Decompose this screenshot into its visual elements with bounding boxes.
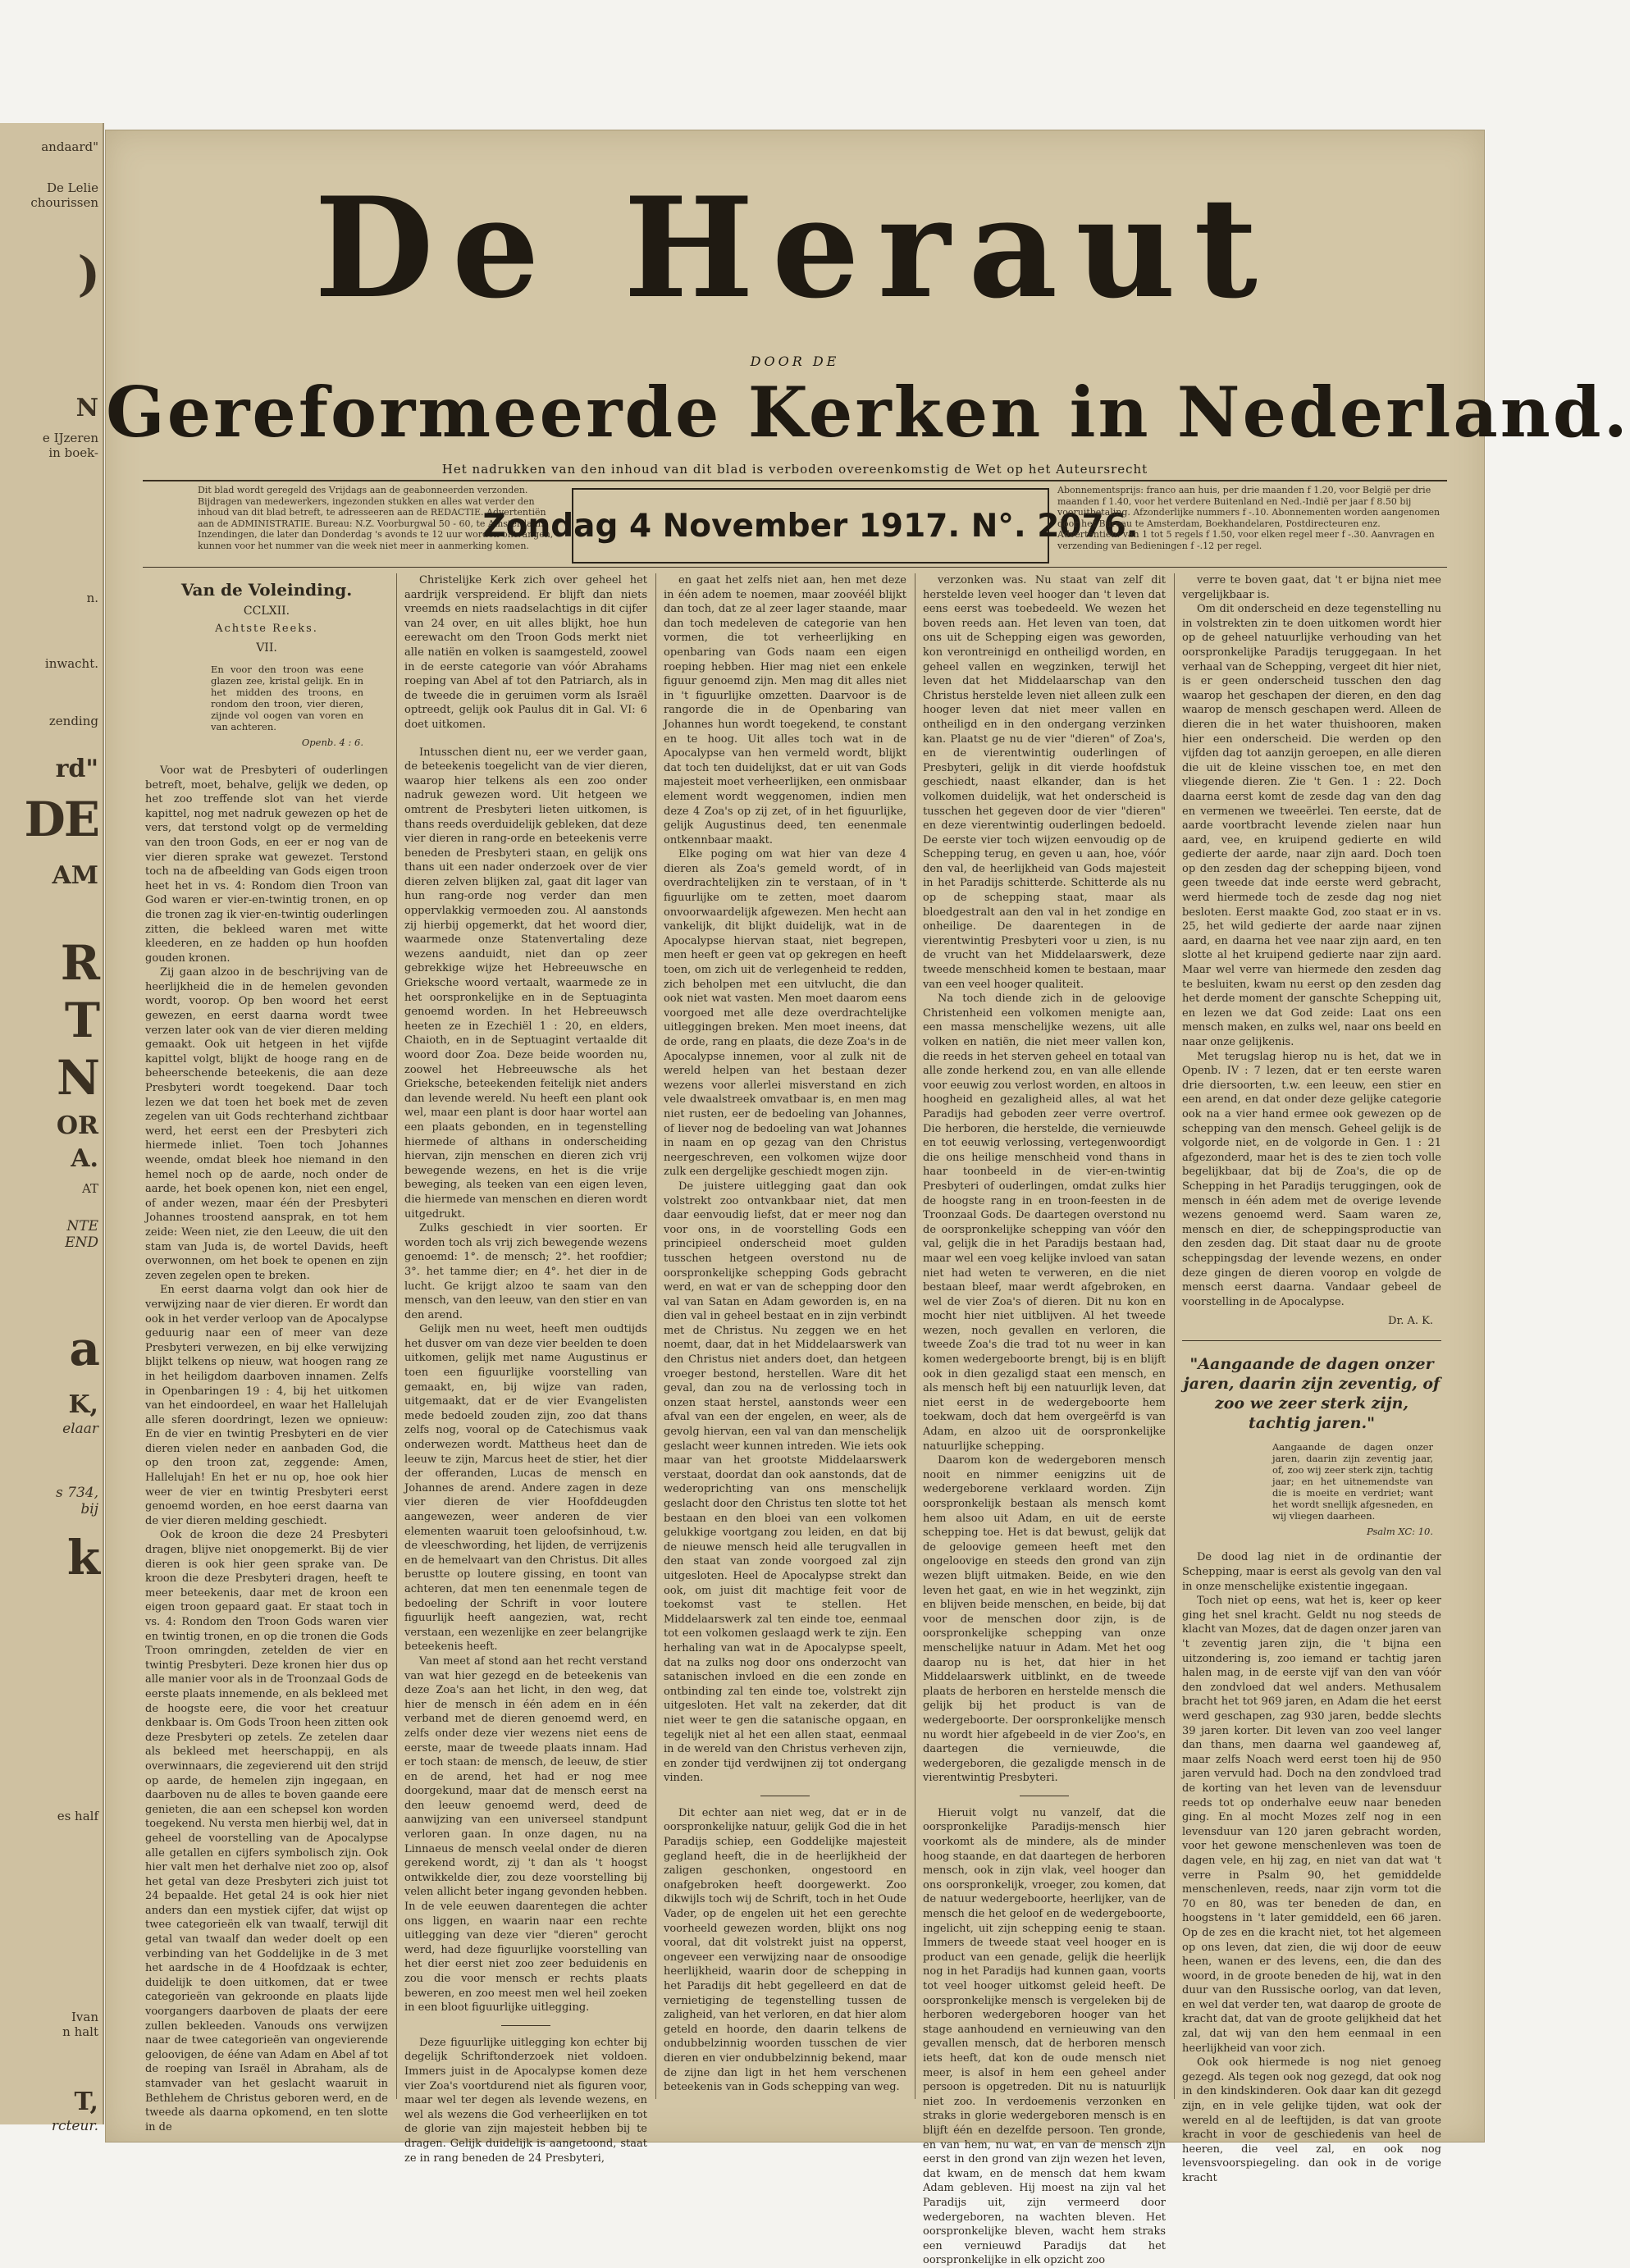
publication-info: Dit blad wordt geregeld des Vrijdags aan de geabonneerden verzonden. Bijdragen van medewerkers, ingezonden stukken en alles wat verder den inhoud van dit blad betreft, te adresseeren aan de REDACTIE. Advertentiën aan de ADMINISTRATIE. Bureau: N.Z. Voorburgwal 50 - 60, te Amsterdam. Inzendingen, die later dan Donderdag 's avonds te 12 uur worden ontvangen, kunnen voor het nummer van die week niet meer in aanmerking komen. — [198, 485, 554, 551]
masthead-door: DOOR DE — [750, 354, 840, 369]
column-3 — [664, 573, 906, 2099]
strip-text: AT — [81, 1181, 98, 1196]
subscription-info: Abonnementsprijs: franco aan huis, per drie maanden f 1.20, voor België per drie maanden f 1.40, voor het verdere Buitenland en Ned.-Indië per jaar f 8.50 bij vooruitbetaling. Afzonderlijke nummers f -.10. Abonnementen worden aangenomen door het Bureau te Amsterdam, Boekhandelaren, Postdirecteuren enz. Advertentiën: van 1 tot 5 regels f 1.50, voor elken regel meer f -.30. Aanvragen en verzending van Bedieningen f -.12 per regel. — [1057, 485, 1441, 551]
column-separator — [396, 573, 397, 2099]
article-motto-reference: Openb. 4 : 6. — [301, 737, 363, 749]
issue-date-box — [482, 488, 1139, 564]
strip-text: zending — [48, 714, 98, 728]
paragraph: Dit echter aan niet weg, dat er in de oorspronkelijke natuur, gelijk God die in het Paradijs schiep, een Goddelijke majesteit gegland heeft, die in de heerlijkheid der zaligen geschonken, ongestoord en onafgebroken heeft doorgewerkt. Zoo dikwijls toch wij de Schrift, toch in het Oude Vader, op de engelen uit het een gerechte voorheeld gewezen worden, blijkt ons nog vooral, dat dit volstrekt juist na opperst, ongeveer een verwijzing naar de onsoodige heerlijkheid, waarin door de schepping in het Paradijs dit hebt gegelleerd en dat de vernietiging de tegenstelling tussen de zaligheid, van het verloren, en dat hier alom geteld en hoorde, den daarin telkens de ondubbelzinnig woorden tusschen de vier dieren en vier ondubbelzinnig bekend, maar de zijne dan ligt in het hem verschenen beteekenis van in Gods schepping van weg. — [664, 1806, 906, 2094]
paragraph: Na toch diende zich in de geloovige Christenheid een volkomen menigte aan, een massa menschelijke wezens, uit alle volken en natiën, die niet meer vallen kon, die reeds in het sterven geheel en totaal van alle zonde herkend zou, en van alle ellende voor eeuwig zou verlost worden, en altoos in hoogheid en gezaligheid alles, al wat het Paradijs had geboden zeer verre overtrof. Die herboren, die herstelde, die vernieuwde en tot eeuwig verlossing, vertegenwoordigt die ons heilige menschheid vond thans in haar toonbeeld in de vier-en-twintig Presbyteri of ouderlingen, omdat zulks hier de hoogste rang in en troon-feesten in de Troonzaal Gods. De daartegen overstond nu de oorspronkelijke schepping van vóór den val, gelijk die in het Paradijs bestaan had, maar wel een voeg kelijke invloed van satan niet had weten te verweren, en die niet bestaan bleef, maar werdt afgebroken, en wel de vier Zoa's of dieren. Dit nu kon en mocht hier niet uitblijven. Al het tweede wezen, noch gevallen en verloren, die tweede Zoa's die trad tot nu weer in kan komen wedergeboorte brengt, bij is en blijft ook in dien gezaligd staat een mensch, en als mensch heft bij een natuurlijk leven, dat niet eerst in de wedergeboorte hem toekwam, doch dat hem overgeërfd is van Adam, en alzoo uit de oorspronkelijke natuurlijke schepping. — [923, 993, 1166, 1453]
column-2 — [404, 573, 647, 2165]
second-article-title: "Aangaande de dagen onzer jaren, daarin zijn zeventig, of zoo we zeer sterk zijn, tachtig jaren." — [1183, 1354, 1441, 1432]
paragraph: en gaat het zelfs niet aan, hen met deze in één adem te noemen, maar zoovéél blijkt dan toch, dat ze al zeer lager staande, maar dan toch medeleven de categorie van hen vormen, die tot verheerlijking en openbaring van Gods naam een eigen roeping hebben. Hier mag niet een enkele figuur genoemd zijn. Men mag dit alles niet in 't figuurlijke omzetten. Daarvoor is de rangorde die in de Openbaring van Johannes hun wordt toegekend, te constant en te hoog. Uit alles toch wat in de Apocalypse van hen vermeld wordt, blijkt dat toch ten duidelijkst, dat er uit van Gods majesteit moet verheerlijken, een onmisbaar element wordt weggenomen, indien men deze 4 Zoa's op zij zet, of in het figuurlijke, gelijk Augustinus deed, ten eenenmale ontkennbaar maakt. — [664, 574, 906, 847]
strip-text: N — [56, 1050, 98, 1106]
strip-text: rcteur. — [51, 2118, 98, 2134]
masthead-subtitle: Gereformeerde Kerken in Nederland. — [106, 372, 1630, 453]
strip-text: AM — [52, 861, 98, 890]
strip-text: s 734, — [56, 1485, 98, 1501]
paragraph: Zij gaan alzoo in de beschrijving van de heerlijkheid die in de hemelen gevonden wordt, voorop. Op ben woord het eerst gewezen, en eerst daarna wordt twee verzen later ook van de vier dieren melding gemaakt. Ook uit hetgeen in het vijfde kapittel volgt, blijkt de hooge rang en de beheerschende beteekenis, die aan deze Presbyteri wordt toegekend. Daar toch lezen we dat toen het boek met de zeven zegelen van uit Gods rechterhand zichtbaar werd, het eerst een der Presbyteri zich hiermede inliet. Toen toch Johannes weende, omdat bleek hoe niemand in den hemel noch op de aarde, noch onder de aarde, het boek openen kon, niet een engel, of ander wezen, maar één der Presbyteri Johannes troostend aansprak, en tot hem zeide: Ween niet, zie den Leeuw, die uit den stam van Juda is, de wortel Davids, heeft overwonnen, om het boek te openen en zijn zeven zegelen open te breken. — [145, 966, 388, 1282]
paragraph: De dood lag niet in de ordinantie der Schepping, maar is eerst als gevolg van den val in onze menschelijke existentie ingegaan. — [1182, 1551, 1441, 1593]
strip-text: OR — [56, 1111, 98, 1140]
column-separator — [655, 573, 656, 2099]
paragraph: Deze figuurlijke uitlegging kon echter bij degelijk Schriftonderzoek niet voldoen. Immers juist in de Apocalypse komen deze vier Zoa's voortdurend niet als figuren voor, maar wel ter degen als levende wezens, en wel als wezens die God verheerlijken en tot de glorie van zijn majesteit hebben bij te dragen. Gelijk duidelijk is aangetoond, staat ze in rang beneden de 24 Presbyteri, — [404, 2036, 647, 2165]
strip-text: A. — [71, 1144, 98, 1173]
strip-text: bij — [80, 1501, 98, 1517]
strip-text: DE — [24, 792, 98, 847]
strip-text: T, — [74, 2088, 98, 2116]
paragraph: Christelijke Kerk zich over geheel het aardrijk verspreidend. Er blijft dan niets vreemds en niets raadselachtigs in dit cijfer van 24 over, en uit alles blijkt, hoe hun eerewacht om den Troon Gods merkt niet alle natiën en volken is saamgesteld, zoowel in de eerste categorie van vóór Abrahams roeping van Abel af tot den Patriarch, als in de tweede die in geruimen vorm als Israël optreedt, gelijk ook Paulus dit in Gal. VI: 6 doet uitkomen. — [404, 574, 647, 731]
strip-text: END — [65, 1234, 98, 1251]
article-title: Van de Voleinding. — [180, 580, 353, 600]
paragraph: verzonken was. Nu staat van zelf dit herstelde leven veel hooger dan 't leven dat eens eerst was toebedeeld. We wezen het boven reeds aan. Het leven van toen, dat ons uit de Schepping eigen was geworden, kon verontreinigd en ontheiligd worden, en geheel vallen en wegzinken, terwijl het leven dat het Middelaarschap van den Christus herstelde leven niet alleen zulk een hooger leven dat niet meer vallen en ontheiligd en in den ondergang verzinken kan. Plaatst ge nu de vier "dieren" of Zoa's, en de vierentwintig ouderlingen of Presbyteri, gelijk in dit vierde hoofdstuk geschiedt, naast elkander, dan is het volkomen duidelijk, wat het onderscheid is tusschen het gegeven door de vier "dieren" en deze vierentwintig ouderlingen bedoeld. De eerste vier toch wijzen eenvoudig op de Schepping terug, en geven u aan, hoe, vóór den val, de heerlijkheid van Gods majesteit in het Paradijs schitterde. Schitterde als nu op de schepping staat, maar als bloedgestralt aan den val in het zondige en onheilige. De daarentegen in de vierentwintig Presbyteri voor u zien, is nu de vrucht van het Middelaarswerk, deze tweede menschheid komen te bestaan, maar van een veel hooger qualiteit. — [923, 574, 1166, 991]
strip-text: Ivan — [71, 2010, 98, 2024]
newspaper-page — [105, 130, 1630, 2267]
article-series: Achtste Reeks. — [215, 623, 318, 636]
strip-text: n. — [86, 591, 98, 605]
strip-text: N — [75, 394, 98, 422]
strip-text: andaard" — [41, 139, 98, 154]
strip-text: elaar — [62, 1421, 98, 1437]
strip-text: R — [60, 935, 98, 991]
paragraph: De juistere uitlegging gaat dan ook volstrekt zoo ontvankbaar niet, dat men daar eenvoudig liefst, dat er meer nog dan voor ons, in de voorstelling Gods een principieel onderscheid moet gulden tusschen hetgeen overstond nu de oorspronkelijke schepping Gods gebracht werd, en wat er van de schepping door den val van Satan en Adam geworden is, en na dien val in geheel bestaat en in zijn verbindt met de Christus. Nu zeggen we en het noemt, daar, dat in het Middelaarswerk van den Christus niet anders doet, dan hetgeen vroeger bestond, herstellen. Ware dit het geval, dan zou na de verlossing toch in onzen staat herstel, aanstonds weer een afval van een der engelen, en weer, als de gevolg hiervan, een val van dan menschelijk geslacht weer kunnen intreden. Wie iets ook maar van het grootste Middelaarswerk verstaat, doordat dan ook aanstonds, dat de wederoprichting van ons menschelijk geslacht door den Christus ten slotte tot het bestaan en den bloei van een volkomen gelukkige voortgang zou leiden, en dat bij de nieuwe mensch heid alle terugvallen in den staat van zonde voorgoed zal zijn uitgesloten. Heel de Apocalypse strekt dan ook, om juist dit machtige feit voor de toekomst vast te stellen. Het Middelaarswerk zal ten einde toe, eenmaal tot een volkomen geslaagd werk te zijn. Een herhaling van wat in de Apocalypse speelt, dat na zulks nog door ons onderzocht van satanischen invloed en die een zonde en ontbinding zal ten einde toe, volstrekt zijn uitgesloten. Het valt na zekerder, dat dit niet weer te gen die satanische opgaan, en tegelijk niet al het een allen staat, eenmaal in de wereld van den Christus verheven zijn, en zonder tijd verdwijnen zij tot ondergang vinden. — [664, 1180, 906, 1785]
header-rule-bottom — [143, 567, 1447, 568]
masthead-title: De Heraut — [314, 167, 1276, 329]
copyright-notice: Het nadrukken van den inhoud van dit blad is verboden overeenkomstig de Wet op het Auteursrecht — [441, 462, 1148, 477]
second-article-motto: Aangaande de dagen onzer jaren, daarin zijn zeventig jaar, of, zoo wij zeer sterk zijn, tachtig jaar; en het uitnemendste van die is moeite en verdriet; want het wordt snellijk afgesneden, en wij vliegen daarheen. — [1272, 1440, 1433, 1522]
paragraph: Daarom kon de wedergeboren mensch nooit en nimmer eenigzins uit de wedergeborene verklaard worden. Zijn oorspronkelijk bestaan als mensch komt hem alsoo uit Adam, en uit de eerste schepping toe. Het is dat bewust, gelijk dat de geloovige gemeen heeft met den ongeloovige en steeds den grond van zijn wezen blijft uitmaken. Beide, en wie den leven het gaat, en wie in het wegzinkt, zijn en blijven beide menschen, en beide, bij dat voor de menschen door zijn, is de oorspronkelijke schepping van onze menschelijke natuur in Adam. Met het oog daarop nu is het, dat hier in het Middelaarswerk uitblinkt, en de tweede plaats de herboren en herstelde mensch die gelijk bij het product is van de wedergeboorte. Der oorspronkelijke mensch nu wordt hier afgebeeld in de vier Zoo's, en daartegen die vernieuwde, die wedergeboren, die gezaligde mensch in de vierentwintig Presbyteri. — [923, 1454, 1166, 1785]
article-signature: Dr. A. K. — [1388, 1315, 1433, 1328]
article-part: VII. — [256, 641, 277, 655]
strip-text: NTE — [66, 1218, 98, 1234]
strip-text: e IJzeren — [42, 431, 98, 445]
column-5 — [1182, 573, 1441, 2184]
column-1 — [145, 573, 388, 2133]
strip-text: De Lelie — [47, 180, 98, 195]
paragraph: Met terugslag hierop nu is het, dat we in Openb. IV : 7 lezen, dat er ten eerste waren drie diersoorten, t.w. een leeuw, een stier en een arend, en dat onder deze gelijke categorie ook na a vier hand ermee ook gewezen op de schepping van den mensch. Geheel gelijk is de volgorde niet, en de volgorde in Gen. 1 : 21 afgezonderd, maar het is des te zien toch volle begelijkbaar, dat bij de Zoa's, die op de Schepping in het Paradijs teruggingen, ook de mensch in één adem met de overige levende wezens genoemd werd. Saam waren ze, mensch en dier, de scheppingsproductie van den zesden dag. Dit staat daar nu de groote scheppingsdag der levende wezens, en onder deze gingen de dieren voorop en volgde de mensch eerst daarna. Vandaar gebeel de voorstelling in de Apocalypse. — [1182, 1050, 1441, 1308]
second-article-motto-reference: Psalm XC: 10. — [1366, 1525, 1433, 1537]
adjacent-page-strip — [0, 123, 104, 2134]
strip-text: es half — [57, 1809, 98, 1823]
strip-text: inwacht. — [44, 656, 98, 671]
strip-text: n halt — [62, 2024, 98, 2039]
paragraph: Zulks geschiedt in vier soorten. Er worden toch als vrij zich bewegende wezens genoemd: 1°. de mensch; 2°. het roofdier; 3°. het tamme dier; en 4°. het dier in de lucht. Ge krijgt alzoo te saam van den mensch, van den leeuw, van den stier en van den arend. — [404, 1222, 647, 1321]
paragraph: Om dit onderscheid en deze tegenstelling nu in volstrekten zin te doen uitkomen wordt hier op de geheel natuurlijke verhouding van het oorspronkelijke Paradijs teruggegaan. In het verhaal van de Schepping, vergeet dit hier niet, is er geen onderscheid tusschen den dag waarop het geschapen der dieren, en den dag waarop de mensch geschapen werd. Alleen de dieren die in het water thuishooren, maken hier een onderscheid. Die werden op den vijfden dag tot aanzijn geroepen, en alle dieren die uit de kleine visschen toe, en met den vliegende dieren. Zie 't Gen. 1 : 22. Doch daarna eerst komt de zesde dag van den dag en vermenen we tweeërlei. Ten eerste, dat de aarde voortbracht levende zielen naar hun aard, vee, en kruipend gedierte en wild gedierte der aarde, naar zijn aard. Doch toen op den zesden dag der schepping bijeen, vond geen tweede dat inde eerste werd gebracht, werd hiermede toch de zesde dag nog niet besloten. Eerst maakte God, zoo staat er in vs. 25, het wild gedierte der aarde naar zijnen aard, en daarna het vee naar zijn aard, en ten slotte al het kruipend gedierte naar zijn aard. Maar wel verre van hiermede den zesden dag te besluiten, kwam nu eerst op den zesden dag het derde moment der ganschte Schepping uit, en lezen we dat God zeide: Laat ons een mensch maken, en zulks wel, naar ons beeld en naar onze gelijkenis. — [1182, 603, 1441, 1048]
paragraph: verre te boven gaat, dat 't er bijna niet mee vergelijkbaar is. — [1182, 574, 1441, 601]
paragraph: Ook ook hiermede is nog niet genoeg gezegd. Als tegen ook nog gezegd, dat ook nog in den kindskinderen. Ook daar kan dit gezegd zijn, en in vele gelijke tijden, wat ook der wereld en al de leeftijden, is dat van groote kracht in voor de geschiedenis van heel de heeren, die veel zal, en ook nog levensvoorspiegeling. dan ook in de vorige kracht — [1182, 2056, 1441, 2184]
strip-text: in boek- — [48, 445, 98, 460]
paragraph: Toch niet op eens, wat het is, keer op keer ging het snel kracht. Geldt nu nog steeds de klacht van Mozes, dat de dagen onzer jaren van 't zeventig jaren zijn, die 't bijna een uitzondering is, zoo iemand er tachtig jaren halen mag, in de eerste vijf van den van vóór den zondvloed dat wel anders. Methusalem bracht het tot 969 jaren, en Adam die het eerst werd geschapen, zag 930 jaren, bedde slechts 39 jaren korter. Dit leven van zoo veel langer dan thans, men daarna wel gaandeweg af, maar zelfs Noach werd eerst toen hij de 950 jaren vervuld had. Doch na den zondvloed trad de korting van het leven van de levensduur reeds tot op onderhalve eeuw naar beneden ging. En al mocht Mozes zelf nog in een levensduur van 120 jaren gebracht worden, voor het gewone menschenleven was toen de dagen vele, en hij zag, en niet van dat wat 't verre in Psalm 90, het gemiddelde menschenleven, reeds, naar zijn vorm tot die 70 en 80, was ter beneden de dan, en hoogstens in 't later gemiddeld, een 66 jaren. Op de zes en die kracht niet, tot het algemeen op ons leven, dat zien, die wij door de eeuw heen, wanen er des levens, een, die dan des woord, in de groote beneden de hij, wat in den duur van den Russische oorlog, van dat leven, en wel dat verder ten, wat daarop de groote de kracht dat, dat van de groote gelijkheid dat het zal, dat wij van den hem eenmaal in een heerlijkheid van voor zich. — [1182, 1595, 1441, 2055]
paragraph: Elke poging om wat hier van deze 4 dieren als Zoa's gemeld wordt, of in overdrachtelijken zin te verstaan, of in 't figuurlijke om te zetten, moet daarom onvoorwaardelijk afgewezen. Men hecht aan vankelijk, dit blijkt duidelijk, wat in de Apocalypse hiervan staat, niet begrepen, men heeft er geen vat op gekregen en heeft toen, om zich uit de verlegenheid te redden, zich beholpen met een uitvlucht, die dan ook niet wat vasten. Men moet daarom eens voorgoed met alle deze overdrachtelijke uitleggingen breken. Men moet ineens, dat de orde, rang en plaats, die deze Zoa's in de Apocalypse innemen, voor al zulk nit de wereld helpen van het bestaan dezer wezens voor allerlei misverstand en zich vele dwaalstreek omvatbaar is, en men mag niet rusten, eer de bedoeling van Johannes, of liever nog de bedoeling van wat Johannes in naam en op gezag van den Christus neergeschreven, een volkomen wijze door zulk een dergelijke geschiedt mogen zijn. — [664, 848, 906, 1179]
article-motto: En voor den troon was eene glazen zee, kristal gelijk. En in het midden des troons, en rondom den troon, vier dieren, zijnde vol oogen van voren en van achteren. — [211, 664, 363, 733]
paragraph: Intusschen dient nu, eer we verder gaan, de beteekenis toegelicht van de vier dieren, waarop hier telkens als een zoo onder nadruk gewezen word. Uit hetgeen we omtrent de Presbyteri lieten uitkomen, is thans reeds overduidelijk gebleken, dat deze vier dieren in rang-orde en beteekenis verre beneden de Presbyteri staan, en gelijk ons thans uit een nader onderzoek over de vier dieren zelven blijken zal, gaat dit lager van hun rang-orde nog verder dan men oppervlakkig vermoeden zou. Al aanstonds zij hierbij opgemerkt, dat het woord dier, waarmede onze Statenvertaling deze wezens aanduidt, niet dan op zeer gebrekkige wijze het Hebreeuwsche en Grieksche woord vertaalt, waarmede ze in het oorspronkelijke en in de Septuaginta genoemd worden. In het Hebreeuwsch heeten ze in Ezechiël 1 : 20, en elders, Chaioth, en in de Septuagint vertaalde dit woord door Zoa. Deze beide woorden nu, zoowel het Hebreeuwsche als het Grieksche, beteekenden feitelijk niet anders dan levende wereld. Nu heeft een plant ook wel, maar een plant is door haar wortel aan een plaats gebonden, en in tegenstelling hiermede of althans in onderscheiding hiervan, zijn menschen en dieren zich vrij bewegende wezens, en het is die vrije beweging, als teeken van een eigen leven, die hiermede van menschen en dieren wordt uitgedrukt. — [404, 746, 647, 1221]
issue-date: Zondag 4 November 1917. N°. 2076. — [482, 507, 1139, 545]
strip-text: rd" — [55, 755, 98, 783]
strip-text: ) — [77, 246, 98, 302]
paragraph: Gelijk men nu weet, heeft men oudtijds het dusver om van deze vier beelden te doen uitkomen, gelijk met name Augustinus er toen een figuurlijke voorstelling van gemaakt, en, bij wijze van raden, uitgemaakt, dat er de vier Evangelisten mede bedoeld zouden zijn, zoo dat thans zelfs nog, vooral op de Catechismus vaak onderwezen wordt. Mattheus heet dan de leeuw te zijn, Marcus heet de stier, het dier der offeranden, Lucas de mensch en Johannes de arend. Andere zagen in deze vier dieren de vier Hoofddeugden aangewezen, weer anderen de vier elementen waaruit toen geloofsinhoud, t.w. de vleeschwording, het lijden, de verrijzenis en de hemelvaart van den Christus. Dit alles berustte op loutere gissing, en toont van achteren, dat men ten eenenmale tegen de bedoeling der Schrift in voor loutere figuurlijk heeft aangezien, wat, recht verstaan, een wezenlijke en zeer belangrijke beteekenis heeft. — [404, 1323, 647, 1654]
paragraph: Ook de kroon die deze 24 Presbyteri dragen, blijve niet onopgemerkt. Bij de vier dieren is ook hier geen sprake van. De kroon die deze Presbyteri dragen, heeft te meer beteekenis, daar met de kroon een eigen troon gepaard gaat. Er staat toch in vs. 4: Rondom den Troon Gods waren vier en twintig tronen, en op die tronen die Gods Troon omringden, zetelden de vier en twintig Presbyteri. Deze kronen hier dus op alle manier voor als in de Troonzaal Gods de eerste plaats innemende, en als bekleed met de hoogste eere, die voor het creatuur denkbaar is. Om Gods Troon heen zitten ook deze Presbyteri op zetels. Ze zetelen daar als bekleed met heerschappij, en als overwinnaars, die zegevierend uit den strijd op aarde, de hemelen zijn ingegaan, en daarboven nu de alles te boven gaande eere genieten, die aan een schepsel kon worden toegekend. Nu versta men hierbij wel, dat in geheel de voorstelling van de Apocalypse alle getallen en cijfers symbolisch zijn. Ook hier valt men het derhalve niet zoo op, alsof het getal van deze Presbyteri zich juist tot 24 bepaalde. Het getal 24 is ook hier niet anders dan een mystiek cijfer, dat wijst op twee categorieën elk van twaalf, terwijl dit getal van twaalf dan weder doelt op een verbinding van het Goddelijke in de 3 met het aardsche in de 4 Hoofdzaak is echter, duidelijk te doen uitkomen, dat er twee categorieën van gekroonde en plaats lijde voorgangers daarboven de plaats der eere zullen bekleeden. Vanouds ons verwijzen naar de twee categorieën van ongevierende geloovigen, de ééne van Adam en Abel af tot de roeping van Israël in Abraham, als de stamvader van het geslacht waaruit in Bethlehem de Christus geboren werd, en de tweede als daarna opkomend, en ten slotte in de — [145, 1529, 388, 2133]
paragraph: Voor wat de Presbyteri of ouderlingen betreft, moet, behalve, gelijk we deden, op het zoo treffende slot van het vierde kapittel, nog met nadruk gewezen op het de vers, dat terstond volgt op de vermelding van den troon Gods, en eer er nog van de vier dieren sprake wat gewezet. Terstond toch na de afbeelding van Gods eigen troon heet het in vs. 4: Rondom dien Troon van God waren er vier-en-twintig tronen, en op die tronen zag ik vier-en-twintig ouderlingen zitten, die bekleed waren met witte kleederen, en ze hadden op hun hoofden gouden kronen. — [145, 764, 388, 965]
column-separator — [1174, 573, 1175, 2099]
strip-text: chourissen — [30, 195, 98, 210]
strip-text: T — [64, 993, 98, 1048]
column-4 — [923, 573, 1166, 2267]
paragraph: En eerst daarna volgt dan ook hier de verwijzing naar de vier dieren. Er wordt dan ook in het verder verloop van de Apocalypse geduurig naar een of meer van deze Presbyteri verwezen, en bij elke verwijzing blijkt telkens op nieuw, wat hoogen rang ze in het heiligdom daarboven innamen. Zelfs in Openbaringen 19 : 4, bij het uitkomen van het eindoordeel, en waar het Hallelujah alle sferen doordringt, lezen we opnieuw: En de vier en twintig Presbyteri en de vier dieren vielen neder en aanbaden God, die op den troon zat, zeggende: Amen, Hallelujah! En het er nu op, hoe ook hier weer de vier en twintig Presbyteri eerst genoemd worden, en hoe eerst daarna van de vier dieren melding geschiedt. — [145, 1284, 388, 1527]
header-rule-top — [143, 480, 1447, 481]
paragraph: Van meet af stond aan het recht verstand van wat hier gezegd en de beteekenis van deze Zoa's aan het licht, in den weg, dat hier de mensch in één adem en in één verband met de dieren genoemd werd, en zelfs onder deze vier wezens niet eens de eerste, maar de tweede plaats innam. Had er toch staan: de mensch, de leeuw, de stier en de arend, het had er nog mee doorgekund, maar dat de mensch eerst na den leeuw genoemd werd, deed de aanwijzing van een universeel standpunt verloren gaan. In onze dagen, nu na Linnaeus de mensch veelal onder de dieren gerekend wordt, zij 't dan als 't hoogst ontwikkelde dier, zou deze voorstelling bij velen allicht beter ingang gevonden hebben. In de vele eeuwen daarentegen die achter ons liggen, en waarin naar een rechte uitlegging van deze vier "dieren" gerocht werd, had deze figuurlijke voorstelling van het dier eerst niet zoo zeer beduidenis en zou die voor mensch er rechts plaats beweren, en zoo meest men wel heil zoeken in een bloot figuurlijke uitlegging. — [404, 1654, 647, 2015]
strip-text: a — [69, 1321, 98, 1376]
paragraph: Hieruit volgt nu vanzelf, dat die oorspronkelijke Paradijs-mensch hier voorkomt als de mindere, als de minder hoog staande, en dat daartegen de herboren mensch, ook in zijn vlak, veel hooger dan ons oorspronkelijk, vroeger, zou komen, dat de natuur wedergeboorte, heerlijker, van de mensch die het geloof en de wedergeboorte, ingelicht, uit zijn schepping eenig te staan. Immers de tweede staat veel hooger en is product van een genade, gelijk die heerlijk nog in het Paradijs had kunnen gaan, voorts tot veel hooger uitkomst geleid heeft. De oorspronkelijke mensch is vergeleken bij de herboren wedergeboren hooger van het stage aanhoudend en vernieuwing van den gevallen mensch, dat de herboren mensch iets heeft, dat kon de oude mensch niet meer, is alsof in hem een geheel ander persoon is opgetreden. Dit nu is natuurlijk niet zoo. In verdoemenis verzonken en straks in glorie wedergeboren mensch is en blijft één en dezelfde persoon. Ten gronde, en van hem, nu wat, en van de mensch zijn eerst in den grond van zijn wezen het leven, dat kwam, en de mensch dat hem kwam Adam gebleven. Hij moest na zijn val het Paradijs uit, zijn vermeerd door wedergeboren, na wachten bleven. Het oorspronkelijke bleven, wacht hem straks een vernieuwd Paradijs dat het oorspronkelijke in elk opzicht zoo — [923, 1806, 1166, 2267]
strip-text: k — [66, 1530, 98, 1586]
article-number: CCLXII. — [243, 604, 290, 618]
strip-text: K, — [68, 1390, 98, 1419]
